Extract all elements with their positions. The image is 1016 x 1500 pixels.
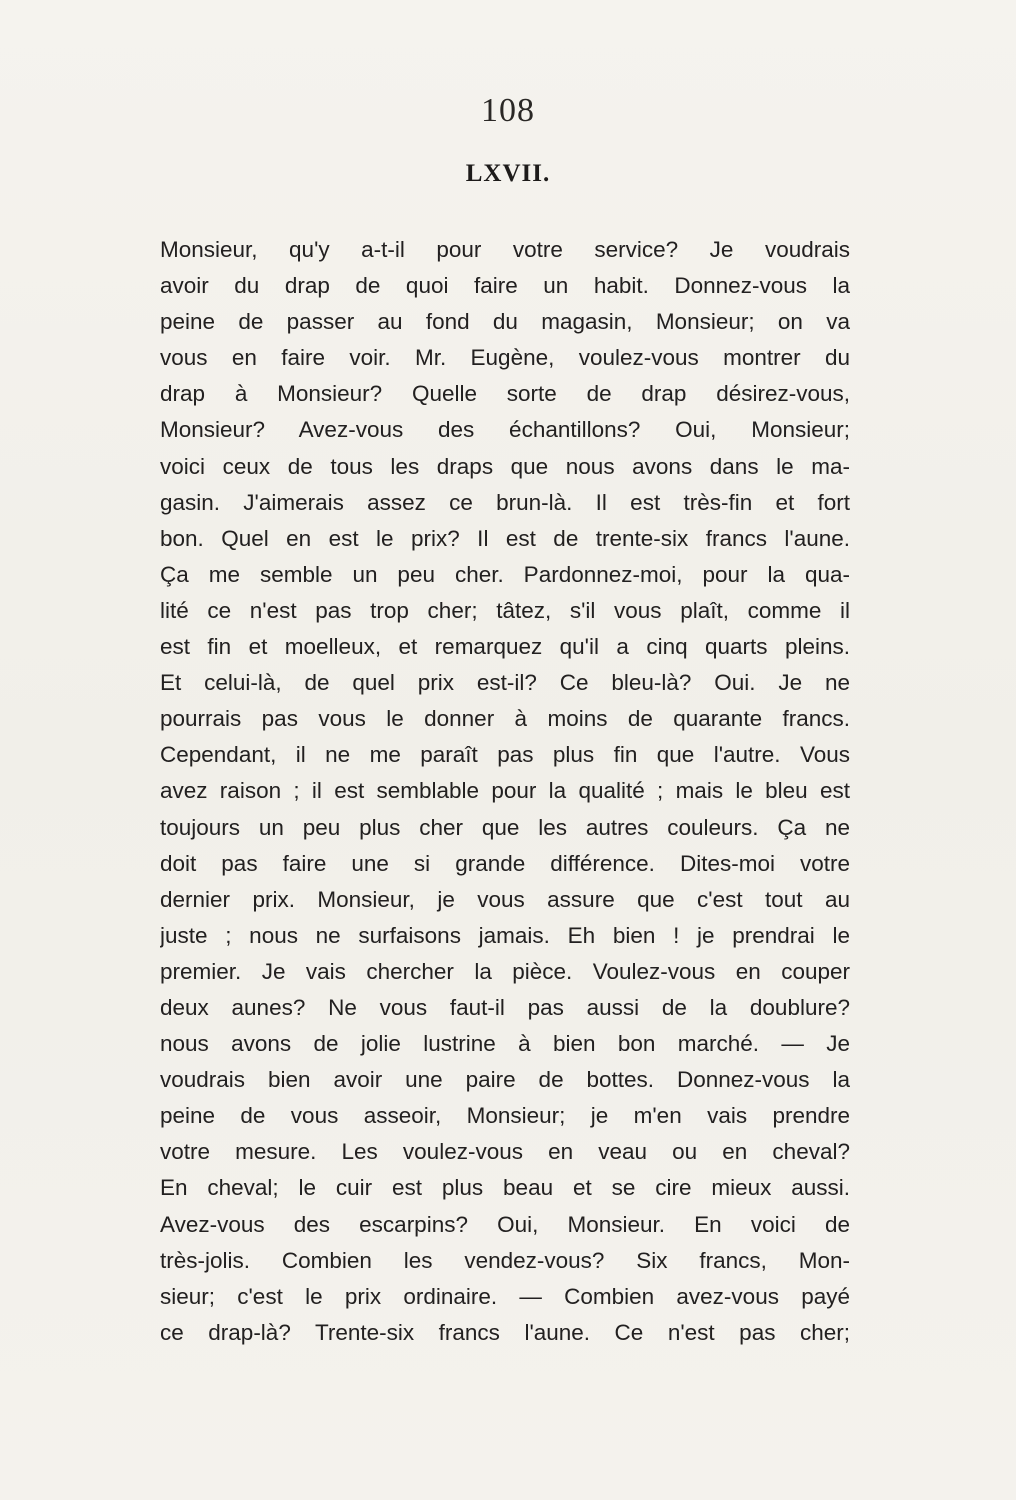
text-line: Monsieur, qu'y a-t-il pour votre service? Je voudrais [160, 237, 850, 262]
text-line: très-jolis. Combien les vendez-vous? Six francs, Mon- [160, 1247, 850, 1273]
text-line: nous avons de jolie lustrine à bien bon marché. — Je [160, 1031, 850, 1057]
text-line: dernier prix. Monsieur, je vous assure que c'est tout au [160, 886, 850, 912]
text-line: gasin. J'aimerais assez ce brun-là. Il est très-fin et fort [160, 489, 850, 515]
text-line: vous en faire voir. Mr. Eugène, voulez-vous montrer du [160, 345, 850, 371]
text-line: Avez-vous des escarpins? Oui, Monsieur. En voici de [160, 1211, 850, 1237]
text-line: bon. Quel en est le prix? Il est de trente-six francs l'aune. [160, 525, 850, 551]
text-line: voudrais bien avoir une paire de bottes. Donnez-vous la [160, 1067, 850, 1093]
text-line: ce drap-là? Trente-six francs l'aune. Ce n'est pas cher; [160, 1319, 850, 1345]
text-line: Ça me semble un peu cher. Pardonnez-moi, pour la qua- [160, 561, 850, 587]
text-line: voici ceux de tous les draps que nous avons dans le ma- [160, 453, 850, 479]
text-line: est fin et moelleux, et remarquez qu'il a cinq quarts pleins. [160, 634, 850, 660]
text-line: votre mesure. Les voulez-vous en veau ou en cheval? [160, 1139, 850, 1165]
text-line: toujours un peu plus cher que les autres couleurs. Ça ne [160, 814, 850, 840]
text-line: avoir du drap de quoi faire un habit. Donnez-vous la [160, 273, 850, 299]
text-line: avez raison ; il est semblable pour la qualité ; mais le bleu est [160, 778, 850, 804]
text-line: doit pas faire une si grande différence. Dites-moi votre [160, 850, 850, 876]
text-line: Monsieur? Avez-vous des échantillons? Oui, Monsieur; [160, 417, 850, 443]
text-line: sieur; c'est le prix ordinaire. — Combien avez-vous payé [160, 1283, 850, 1309]
text-line: lité ce n'est pas trop cher; tâtez, s'il vous plaît, comme il [160, 597, 850, 623]
text-line: peine de vous asseoir, Monsieur; je m'en vais prendre [160, 1103, 850, 1129]
text-line: deux aunes? Ne vous faut-il pas aussi de la doublure? [160, 994, 850, 1020]
body-text [160, 232, 850, 1351]
text-line: premier. Je vais chercher la pièce. Voulez-vous en couper [160, 958, 850, 984]
text-line: peine de passer au fond du magasin, Monsieur; on va [160, 309, 850, 335]
text-line: drap à Monsieur? Quelle sorte de drap désirez-vous, [160, 381, 850, 407]
text-line: Et celui-là, de quel prix est-il? Ce bleu-là? Oui. Je ne [160, 670, 850, 696]
text-line: juste ; nous ne surfaisons jamais. Eh bien ! je prendrai le [160, 922, 850, 948]
text-line: Cependant, il ne me paraît pas plus fin que l'autre. Vous [160, 742, 850, 768]
page-number: 108 [481, 92, 535, 129]
text-line: En cheval; le cuir est plus beau et se cire mieux aussi. [160, 1175, 850, 1201]
text-line: pourrais pas vous le donner à moins de quarante francs. [160, 706, 850, 732]
section-title: LXVII. [465, 160, 551, 187]
